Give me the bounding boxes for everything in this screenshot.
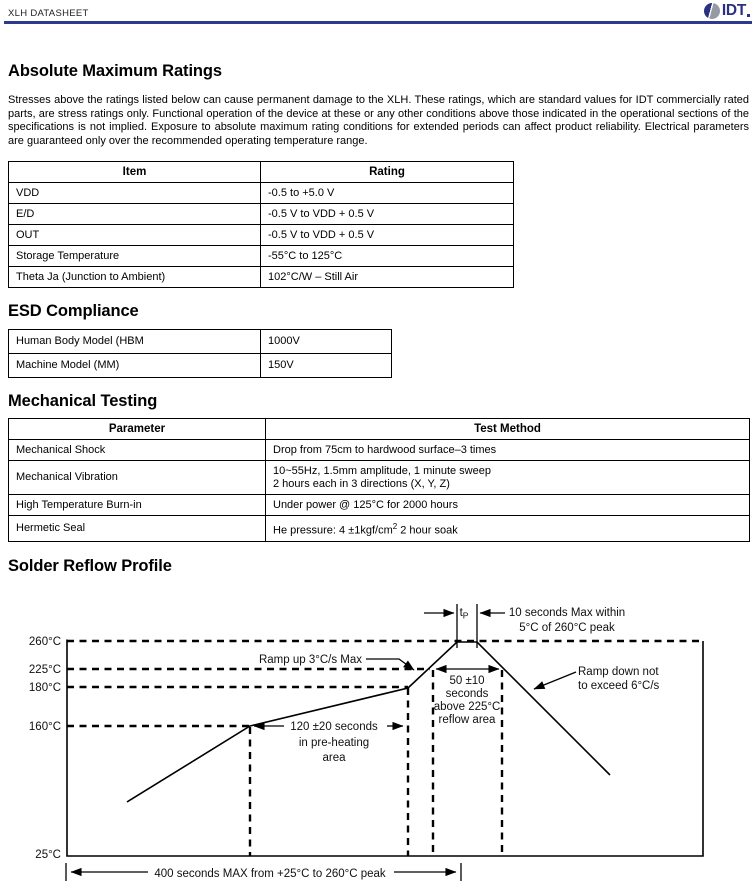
parameter-cell: Mechanical Vibration xyxy=(9,461,266,495)
table-header-row xyxy=(9,419,750,440)
rating-cell: 102°C/W – Still Air xyxy=(261,267,514,288)
esd-value-cell: 150V xyxy=(261,354,392,378)
reflow-area-label-line1: 50 ±10 xyxy=(449,675,485,687)
test-method-cell xyxy=(266,461,750,495)
table-row xyxy=(9,354,392,378)
test-method-text: He pressure: 4 ±1kgf/cm xyxy=(273,524,393,537)
table-row xyxy=(9,440,750,461)
section-heading-esd-compliance: ESD Compliance xyxy=(8,302,139,320)
column-header-test-method: Test Method xyxy=(266,419,750,440)
doc-title: XLH DATASHEET xyxy=(8,8,89,19)
tp-subscript: P xyxy=(462,610,469,621)
abs-max-paragraph: Stresses above the ratings listed below can cause permanent damage to the XLH. These ratings, which are standard values for IDT commercially rated parts, are stress ratings only. Functional operation of the device at these or any other conditions above those indicated in the operational sections of the specifications is not implied. Exposure to absolute maximum rating conditions for extended periods can affect product reliability. Electrical parameters are guaranteed only over the recommended operating temperature range. xyxy=(8,94,749,147)
column-header-rating: Rating xyxy=(261,162,514,183)
idt-logo-trademark-dot xyxy=(747,14,750,17)
section-heading-absolute-maximum-ratings: Absolute Maximum Ratings xyxy=(8,62,222,80)
y-tick-label-225: 225°C xyxy=(28,664,61,676)
table-row xyxy=(9,225,514,246)
section-heading-solder-reflow-profile: Solder Reflow Profile xyxy=(8,556,172,575)
reflow-area-label-line3: above 225°C xyxy=(433,701,501,713)
table-row xyxy=(9,461,750,495)
ramp-up-label: Ramp up 3°C/s Max xyxy=(258,654,362,666)
table-row xyxy=(9,330,392,354)
chart-text-labels xyxy=(29,607,660,880)
table-row xyxy=(9,267,514,288)
esd-value-cell: 1000V xyxy=(261,330,392,354)
rating-cell: -0.5 V to VDD + 0.5 V xyxy=(261,225,514,246)
idt-logo-icon xyxy=(704,3,720,19)
reflow-area-label-line4: reflow area xyxy=(438,714,496,726)
tp-base: t xyxy=(459,607,463,619)
idt-logo xyxy=(704,2,750,20)
table-row xyxy=(9,204,514,225)
ramp-down-pointer xyxy=(534,672,576,689)
peak-note-line1: 10 seconds Max within xyxy=(508,607,626,619)
preheat-label-line2: in pre-heating xyxy=(298,737,370,749)
section-heading-mechanical-testing: Mechanical Testing xyxy=(8,392,158,410)
parameter-cell: High Temperature Burn-in xyxy=(9,495,266,516)
table-row xyxy=(9,183,514,204)
solder-reflow-profile-chart xyxy=(0,600,756,892)
test-method-cell: Under power @ 125°C for 2000 hours xyxy=(266,495,750,516)
item-cell: Theta Ja (Junction to Ambient) xyxy=(9,267,261,288)
superscript-2: 2 xyxy=(392,521,398,531)
rating-cell: -0.5 to +5.0 V xyxy=(261,183,514,204)
mechanical-testing-table xyxy=(8,418,750,542)
peak-note-line2: 5°C of 260°C peak xyxy=(519,622,615,634)
column-header-item: Item xyxy=(9,162,261,183)
total-time-label: 400 seconds MAX from +25°C to 260°C peak xyxy=(154,868,386,880)
ramp-down-label-line2: to exceed 6°C/s xyxy=(578,680,660,692)
esd-model-cell: Machine Model (MM) xyxy=(9,354,261,378)
item-cell: OUT xyxy=(9,225,261,246)
parameter-cell: Hermetic Seal xyxy=(9,516,266,542)
y-tick-label-160: 160°C xyxy=(28,721,61,733)
preheat-label-line1: 120 ±20 seconds xyxy=(290,721,378,733)
y-tick-label-260: 260°C xyxy=(28,636,61,648)
column-header-parameter: Parameter xyxy=(9,419,266,440)
table-header-row xyxy=(9,162,514,183)
ramp-down-label-line1: Ramp down not xyxy=(578,666,659,678)
y-tick-label-25: 25°C xyxy=(35,849,61,861)
y-tick-label-180: 180°C xyxy=(28,682,61,694)
absolute-maximum-ratings-table xyxy=(8,161,514,288)
tp-label xyxy=(460,607,469,621)
test-method-line: 10~55Hz, 1.5mm amplitude, 1 minute sweep xyxy=(273,464,491,477)
idt-logo-text: IDT xyxy=(721,2,746,19)
item-cell: Storage Temperature xyxy=(9,246,261,267)
test-method-cell: Drop from 75cm to hardwood surface–3 times xyxy=(266,440,750,461)
table-row xyxy=(9,516,750,542)
rating-cell: -0.5 V to VDD + 0.5 V xyxy=(261,204,514,225)
item-cell: E/D xyxy=(9,204,261,225)
esd-model-cell: Human Body Model (HBM xyxy=(9,330,261,354)
test-method-cell xyxy=(266,516,750,542)
test-method-line: 2 hours each in 3 directions (X, Y, Z) xyxy=(273,477,450,490)
header-rule xyxy=(4,21,752,24)
parameter-cell: Mechanical Shock xyxy=(9,440,266,461)
table-row xyxy=(9,246,514,267)
esd-compliance-table xyxy=(8,329,392,378)
table-row xyxy=(9,495,750,516)
rating-cell: -55°C to 125°C xyxy=(261,246,514,267)
reflow-area-label-line2: seconds xyxy=(445,688,489,700)
item-cell: VDD xyxy=(9,183,261,204)
test-method-text: 2 hour soak xyxy=(397,524,458,537)
preheat-label-line3: area xyxy=(322,752,346,764)
